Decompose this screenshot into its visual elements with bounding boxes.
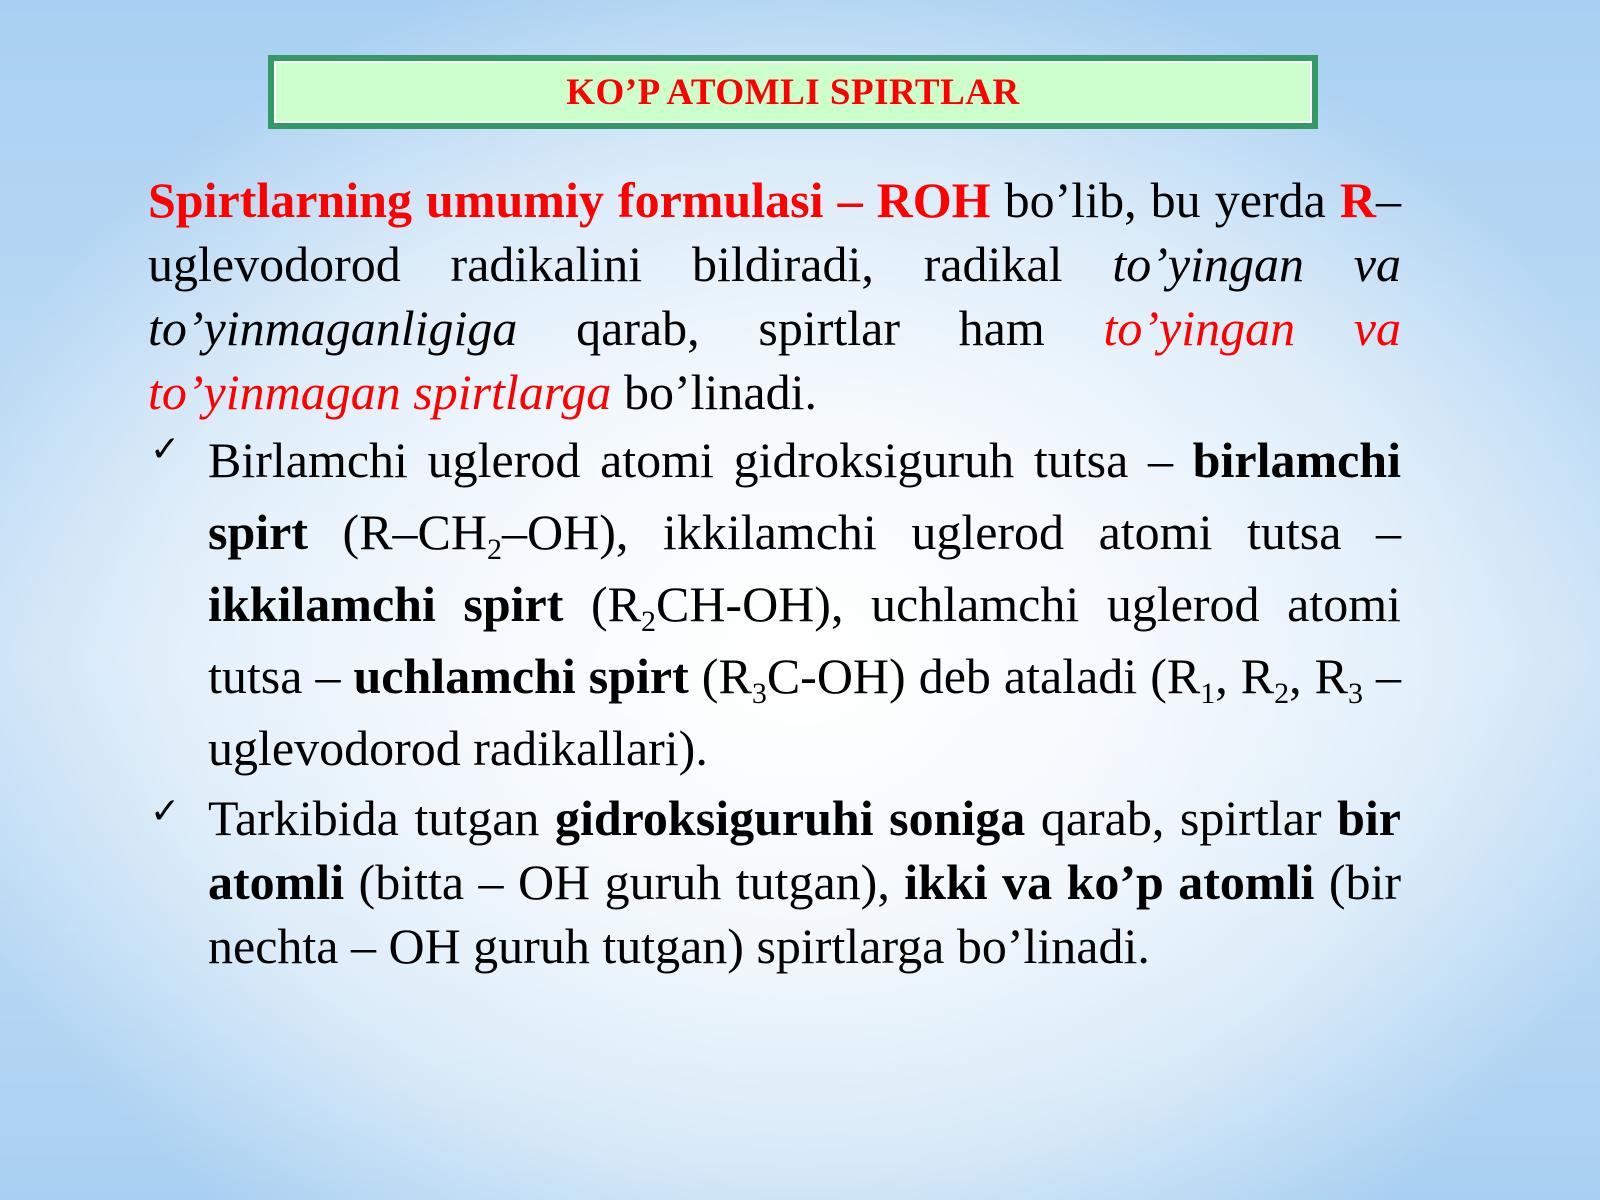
slide-title: KO’P ATOMLI SPIRTLAR — [566, 71, 1020, 113]
b1-text-7: C-OH) deb ataladi (R — [766, 648, 1201, 704]
list-item — [148, 424, 1401, 784]
checkmark-icon: ✓ — [150, 429, 181, 470]
b2-bold-3: ikki va ko’p atomli — [904, 854, 1315, 910]
b2-bold-2: bir atomli — [208, 790, 1401, 910]
bullet-list — [148, 424, 1401, 978]
b2-text-1: Tarkibida tutgan — [208, 790, 555, 846]
b2-text-3: (bitta – OH guruh tutgan), — [344, 854, 905, 910]
b1-text-4: (R — [563, 576, 641, 632]
intro-red-italic: to’yingan va to’yinmagan spirtlarga — [148, 300, 1401, 420]
b2-text-2: qarab, spirtlar — [1025, 790, 1338, 846]
b2-text-4: (bir nechta – OH guruh tutgan) spirtlarga bo’linadi. — [208, 854, 1402, 974]
intro-text-3: qarab, spirtlar ham — [517, 300, 1104, 356]
intro-text-1: bo’lib, bu yerda — [990, 172, 1340, 228]
b1-bold-3: uchlamchi spirt — [353, 648, 689, 704]
b1-text-5: CH-OH), uchlamchi uglerod atomi tutsa – — [208, 576, 1401, 704]
slide-body — [148, 168, 1401, 978]
b1-text-1: Birlamchi uglerod atomi gidroksiguruh tutsa – — [208, 432, 1193, 488]
b1-bold-1: birlamchi spirt — [208, 432, 1401, 560]
b1-text-6: (R — [688, 648, 752, 704]
checkmark-icon: ✓ — [150, 791, 181, 832]
title-box — [268, 55, 1318, 129]
b1-text-2: (R–CH — [308, 504, 488, 560]
list-item — [148, 786, 1401, 978]
b1-bold-2: ikkilamchi spirt — [208, 576, 564, 632]
intro-paragraph — [148, 168, 1401, 424]
intro-text-2: – uglevodorod radikalini bildiradi, radikal — [148, 172, 1402, 292]
subscript: 2 — [1274, 677, 1290, 710]
subscript: 3 — [1348, 677, 1363, 710]
intro-text-4: bo’linadi. — [611, 364, 817, 420]
intro-italic: to’yingan va to’yinmaganligiga — [148, 236, 1401, 356]
subscript: 3 — [751, 677, 767, 710]
r-symbol: R — [1339, 172, 1377, 228]
b1-text-3: –OH), ikkilamchi uglerod atomi tutsa – — [502, 504, 1401, 560]
b1-text-9: , R — [1289, 648, 1348, 704]
subscript: 2 — [487, 533, 503, 566]
b1-text-10: –uglevodorod radikallari). — [208, 648, 1402, 776]
subscript: 1 — [1200, 677, 1216, 710]
subscript: 2 — [640, 605, 656, 638]
b1-text-8: , R — [1215, 648, 1275, 704]
formula-lead: Spirtlarning umumiy formulasi – ROH — [148, 172, 991, 228]
b2-bold-1: gidroksiguruhi soniga — [554, 790, 1026, 846]
